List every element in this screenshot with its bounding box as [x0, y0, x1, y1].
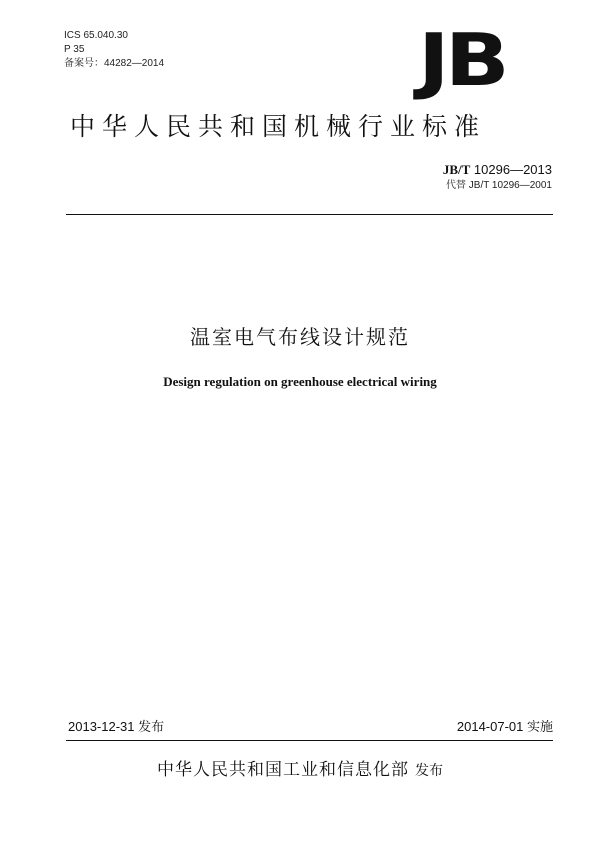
jb-logo: JB [418, 18, 505, 102]
standard-number-prefix: JB/T [442, 162, 471, 177]
publisher-suffix: 发布 [415, 763, 443, 779]
document-title-en: Design regulation on greenhouse electrical wiring [163, 374, 437, 389]
classification-code: P 35 [64, 44, 85, 55]
standard-number-body: 10296—2013 [470, 162, 552, 177]
bottom-divider [66, 740, 553, 741]
document-title-zh: 温室电气布线设计规范 [190, 325, 410, 349]
standard-category-title: 中华人民共和国机械行业标准 [70, 112, 487, 141]
issue-date: 2013-12-31 发布 [68, 719, 165, 734]
implementation-date: 2014-07-01 实施 [456, 719, 553, 734]
top-divider [66, 214, 553, 215]
replaces-standard: 代替 JB/T 10296—2001 [446, 180, 552, 191]
publisher-name: 中华人民共和国工业和信息化部 [157, 760, 409, 780]
ics-code: ICS 65.040.30 [64, 30, 128, 41]
standard-number [443, 162, 552, 178]
publisher [0, 759, 600, 782]
record-number: 备案号：44282—2014 [64, 58, 165, 69]
